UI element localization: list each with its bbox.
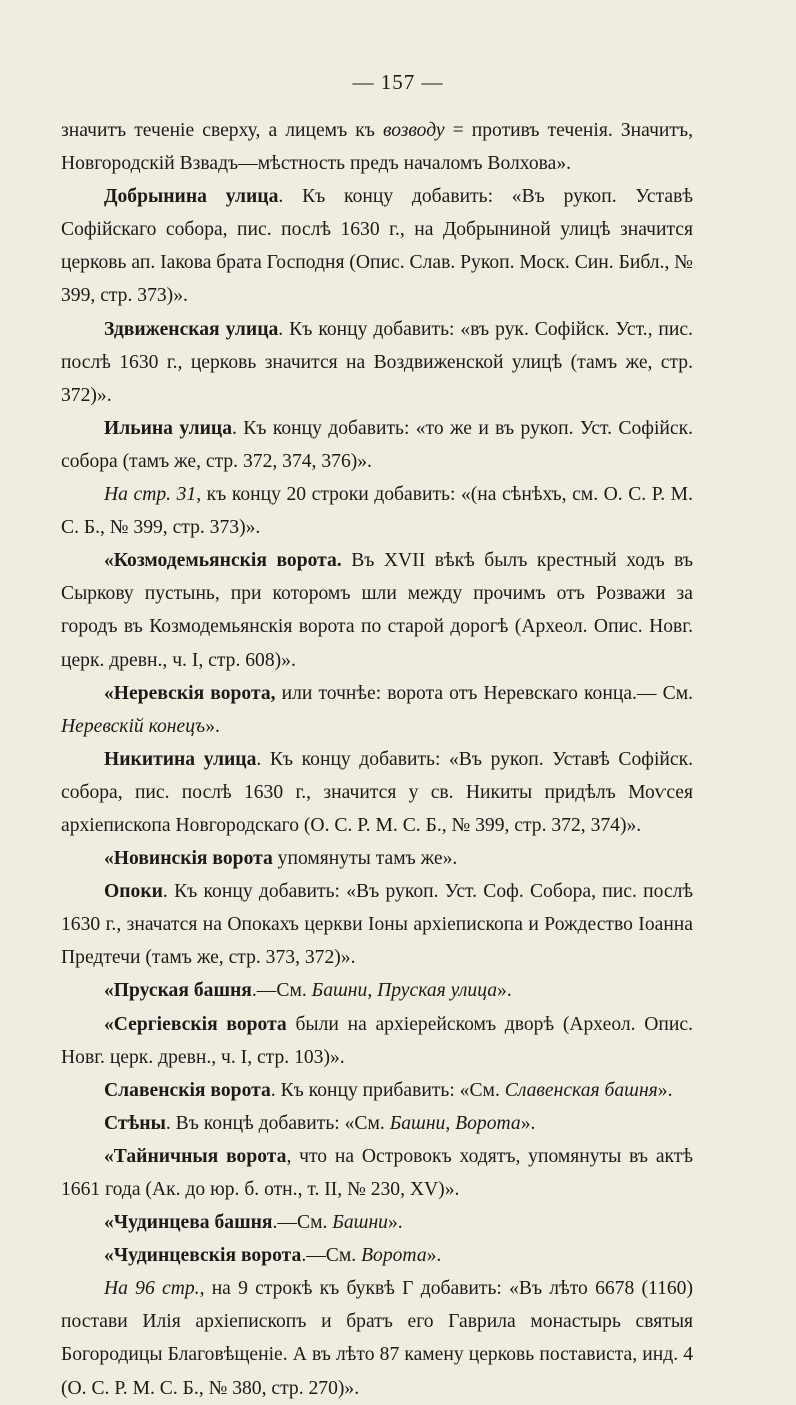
paragraph xyxy=(61,478,693,544)
paragraph xyxy=(61,1272,693,1404)
body-text: . Къ концу добавить: «Въ рукоп. Уст. Соф. Собора, пис. послѣ 1630 г., значатся на Опокахъ церкви Іоны архіепископа и Рождество Іоанна Предтечи (тамъ же, стр. 373, 372)». xyxy=(61,881,693,969)
headword: «Чудинцевскія ворота xyxy=(104,1245,302,1267)
body-text: .—См. xyxy=(251,980,312,1002)
italic-reference: Башни, Ворота xyxy=(389,1112,521,1134)
body-text: или точнѣе: ворота отъ Неревскаго конца.— См. xyxy=(275,682,693,704)
headword: «Неревскія ворота, xyxy=(104,682,276,704)
body-text: = противъ теченія. Значитъ, Новгородскій Взвадъ—мѣстность предъ началомъ Волхова». xyxy=(61,120,693,175)
page-number: — 157 — xyxy=(352,70,444,94)
body-text: .—См. xyxy=(301,1245,362,1267)
body-text: , къ концу 20 строки добавить: «(на сѣнѣхъ, см. О. С. Р. М. С. Б., № 399, стр. 373)». xyxy=(61,484,693,539)
headword: Добрынина улица xyxy=(104,186,279,208)
headword: Славенскія ворота xyxy=(104,1079,271,1101)
body-text: упомянуты тамъ же». xyxy=(272,848,458,870)
italic-reference: Неревскій конецъ xyxy=(61,715,206,737)
italic-reference: Башни, Пруская улица xyxy=(311,980,498,1002)
paragraph xyxy=(61,842,693,875)
paragraph xyxy=(61,1140,693,1206)
body-text: ». xyxy=(657,1079,673,1101)
paragraph xyxy=(61,412,693,478)
headword: Опоки xyxy=(104,881,163,903)
page-text xyxy=(61,114,693,1405)
paragraph xyxy=(61,1107,693,1140)
body-text: были на архіерейскомъ дворѣ (Археол. Опис. Новг. церк. древн., ч. I, стр. 103)». xyxy=(61,1013,693,1068)
italic-reference: На стр. 31 xyxy=(104,484,197,506)
paragraph xyxy=(61,1239,693,1272)
headword: «Тайничныя ворота xyxy=(104,1145,287,1167)
italic-reference: На 96 стр. xyxy=(104,1278,200,1300)
italic-reference: Славенская башня xyxy=(504,1079,658,1101)
headword: Стѣны xyxy=(104,1112,166,1134)
headword: «Чудинцева башня xyxy=(104,1212,273,1234)
body-text: ». xyxy=(426,1245,442,1267)
body-text: .—См. xyxy=(272,1212,333,1234)
paragraph xyxy=(61,313,693,412)
italic-reference: Башни xyxy=(332,1212,388,1234)
headword: «Козмодемьянскія ворота. xyxy=(104,550,342,572)
body-text: . Къ концу прибавить: «См. xyxy=(270,1079,505,1101)
body-text: , на 9 строкѣ къ буквѣ Г добавить: «Въ лѣто 6678 (1160) постави Илія архіепископъ и братъ его Гаврила монастырь святыя Богородицы Благовѣщеніе. А въ лѣто 87 камену церковь постависта, инд. 4 (О. С. Р. М. С. Б., № 380, стр. 270)». xyxy=(61,1278,693,1399)
italic-reference: Ворота xyxy=(361,1245,427,1267)
paragraph xyxy=(61,875,693,974)
body-text: ». xyxy=(520,1112,536,1134)
body-text: ». xyxy=(205,715,220,737)
headword: Ильина улица xyxy=(104,417,233,439)
headword: «Сергіевскія ворота xyxy=(104,1013,287,1035)
body-text: ». xyxy=(387,1212,403,1234)
paragraph xyxy=(61,1008,693,1074)
paragraph xyxy=(61,180,693,312)
body-text: значитъ теченіе сверху, а лицемъ къ xyxy=(61,120,383,141)
body-text: . Къ концу добавить: «Въ рукоп. Уставѣ Софійск. собора, пис. послѣ 1630 г., значится у св. Никиты придѣлъ Моѵсея архіепископа Новгородскаго (О. С. Р. М. С. Б., № 399, стр. 372, 374)». xyxy=(61,748,693,836)
body-text: . Къ концу добавить: «то же и въ рукоп. Уст. Софійск. собора (тамъ же, стр. 372, 374, 376)». xyxy=(61,417,694,472)
headword: Никитина улица xyxy=(104,748,257,770)
headword: «Новинскія ворота xyxy=(104,848,273,870)
body-text: . Къ концу добавить: «въ рук. Софійск. Уст., пис. послѣ 1630 г., церковь значится на Воздвиженской улицѣ (тамъ же, стр. 372)». xyxy=(61,318,693,406)
paragraph xyxy=(61,743,693,842)
body-text: , что на Островокъ ходятъ, упомянуты въ актѣ 1661 года (Ак. до юр. б. отн., т. II, № 230, XV)». xyxy=(61,1145,693,1200)
paragraph xyxy=(61,677,693,743)
headword: Здвиженская улица xyxy=(104,318,279,340)
paragraph xyxy=(61,1206,693,1239)
paragraph xyxy=(61,1074,693,1107)
paragraph xyxy=(61,114,693,180)
italic-reference: возводу xyxy=(383,120,445,141)
headword: «Пруская башня xyxy=(104,980,252,1002)
body-text: . Къ концу добавить: «Въ рукоп. Уставѣ Софійскаго собора, пис. послѣ 1630 г., на Добрыниной улицѣ значится церковь ап. Іакова брата Господня (Опис. Слав. Рукоп. Моск. Син. Библ., № 399, стр. 373)». xyxy=(61,186,693,307)
paragraph xyxy=(61,544,693,676)
body-text: ». xyxy=(497,980,512,1002)
paragraph xyxy=(61,974,693,1007)
body-text: Въ XVII вѣкѣ былъ крестный ходъ въ Сыркову пустынь, при которомъ шли между прочимъ отъ Розважи за городъ въ Козмодемьянскія ворота по старой дорогѣ (Археол. Опис. Новг. церк. древн., ч. I, стр. 608)». xyxy=(61,550,693,671)
body-text: . Въ концѣ добавить: «См. xyxy=(165,1112,390,1134)
